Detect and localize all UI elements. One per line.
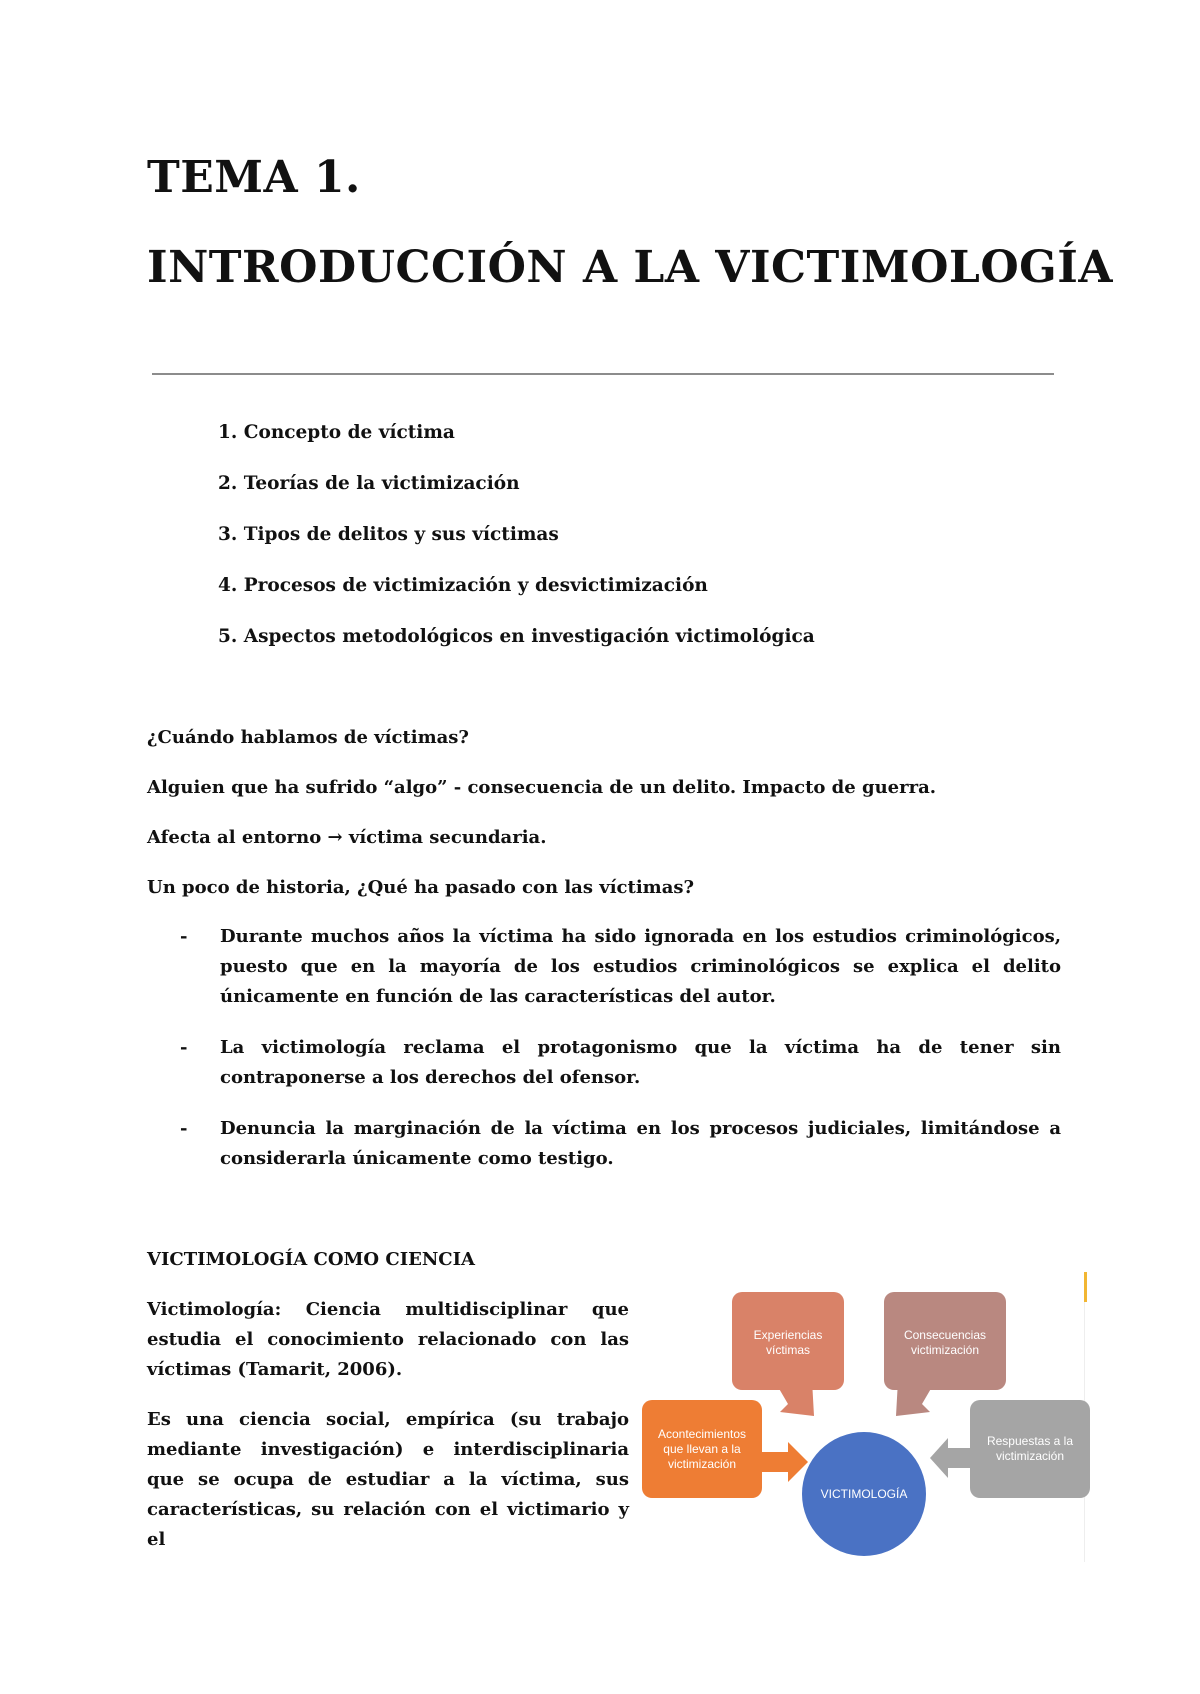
page-title-line-2: INTRODUCCIÓN A LA VICTIMOLOGÍA (147, 242, 1113, 293)
victimology-definition: Victimología: Ciencia multidisciplinar que estudia el conocimiento relacionado con las víctimas (Tamarit, 2006). (147, 1299, 629, 1380)
list-item (147, 1033, 1061, 1093)
question-victims: ¿Cuándo hablamos de víctimas? (147, 727, 469, 748)
history-question: Un poco de historia, ¿Qué ha pasado con las víctimas? (147, 877, 695, 898)
toc-item: 3. Tipos de delitos y sus víctimas (218, 524, 559, 545)
bullet-text: Denuncia la marginación de la víctima en los procesos judiciales, limitándose a considerarla únicamente como testigo. (220, 1118, 1061, 1169)
arrow-respuestas-icon (930, 1438, 970, 1478)
list-item (147, 922, 1061, 1012)
list-item (147, 1114, 1061, 1174)
toc-item: 4. Procesos de victimización y desvictimización (218, 575, 708, 596)
table-of-contents (218, 418, 815, 673)
victimology-description: Es una ciencia social, empírica (su trabajo mediante investigación) e interdisciplinaria que se ocupa de estudiar a la víctima, sus características, su relación con el victimario y el (147, 1409, 629, 1550)
history-bullet-list (147, 922, 1061, 1195)
diagram-box-respuestas: Respuestas a la victimización (970, 1400, 1090, 1498)
bullet-text: La victimología reclama el protagonismo que la víctima ha de tener sin contraponerse a los derechos del ofensor. (220, 1037, 1061, 1088)
section-heading: VICTIMOLOGÍA COMO CIENCIA (147, 1249, 475, 1270)
toc-item: 2. Teorías de la victimización (218, 473, 520, 494)
arrow-consecuencias-icon (896, 1370, 936, 1416)
victim-definition-line: Alguien que ha sufrido “algo” - consecuencia de un delito. Impacto de guerra. (147, 777, 937, 798)
secondary-victim-line: Afecta al entorno → víctima secundaria. (147, 827, 547, 848)
arrow-experiencias-icon (774, 1370, 814, 1416)
diagram-box-consecuencias: Consecuencias victimización (884, 1292, 1006, 1390)
diagram-box-acontecimientos: Acontecimientos que llevan a la victimización (642, 1400, 762, 1498)
bullet-text: Durante muchos años la víctima ha sido ignorada en los estudios criminológicos, puesto que en la mayoría de los estudios criminológicos se explica el delito únicamente en función de las características del autor. (220, 926, 1061, 1007)
horizontal-divider (152, 373, 1054, 375)
victimology-diagram (636, 1272, 1098, 1562)
page-title-line-1: TEMA 1. (147, 152, 361, 203)
diagram-center-circle: VICTIMOLOGÍA (802, 1432, 926, 1556)
dash-bullet-icon: - (180, 926, 188, 947)
dash-bullet-icon: - (180, 1118, 188, 1139)
diagram-box-experiencias: Experiencias víctimas (732, 1292, 844, 1390)
toc-item: 1. Concepto de víctima (218, 422, 455, 443)
toc-item: 5. Aspectos metodológicos en investigación victimológica (218, 626, 815, 647)
arrow-acontecimientos-icon (762, 1442, 808, 1482)
dash-bullet-icon: - (180, 1037, 188, 1058)
